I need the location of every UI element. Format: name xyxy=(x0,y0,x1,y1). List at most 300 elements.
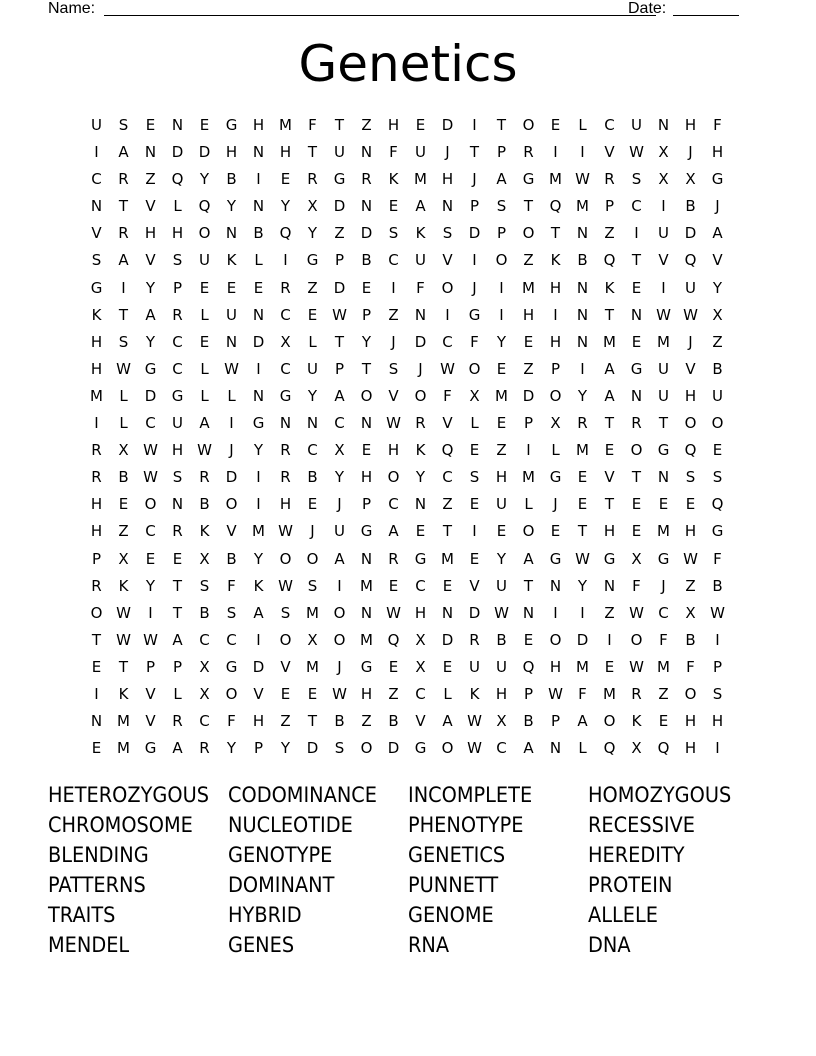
grid-letter: V xyxy=(685,359,696,378)
grid-letter: Z xyxy=(604,224,615,243)
grid-letter: U xyxy=(415,251,426,270)
grid-letter: R xyxy=(91,441,102,460)
grid-letter: Z xyxy=(118,522,129,541)
grid-letter: E xyxy=(550,522,561,541)
grid-letter: R xyxy=(118,224,129,243)
grid-letter: P xyxy=(334,251,345,270)
grid-letter: S xyxy=(172,251,183,270)
grid-letter: V xyxy=(145,197,156,216)
grid-letter: D xyxy=(441,630,454,649)
grid-letter: R xyxy=(118,170,129,189)
grid-letter: U xyxy=(658,386,669,405)
grid-letter: J xyxy=(553,495,558,514)
grid-letter: I xyxy=(715,739,720,758)
grid-letter: H xyxy=(252,712,265,731)
grid-letter: O xyxy=(414,386,427,405)
grid-letter: G xyxy=(468,305,481,324)
grid-letter: B xyxy=(361,251,372,270)
grid-letter: P xyxy=(550,712,561,731)
word-bank-item: CHROMOSOME xyxy=(48,813,193,837)
grid-letter: J xyxy=(229,441,234,460)
grid-letter: E xyxy=(577,495,588,514)
date-blank-line[interactable] xyxy=(673,15,739,16)
grid-letter: I xyxy=(391,278,396,297)
grid-letter: S xyxy=(388,359,399,378)
grid-letter: F xyxy=(443,386,452,405)
grid-letter: T xyxy=(118,197,129,216)
grid-letter: Q xyxy=(522,657,535,676)
grid-letter: E xyxy=(469,549,480,568)
grid-letter: I xyxy=(634,224,639,243)
grid-letter: A xyxy=(145,305,156,324)
grid-letter: P xyxy=(172,657,183,676)
grid-letter: E xyxy=(496,414,507,433)
grid-letter: F xyxy=(713,549,722,568)
grid-letter: D xyxy=(306,739,319,758)
grid-letter: H xyxy=(495,468,508,487)
grid-letter: B xyxy=(307,468,318,487)
grid-letter: Q xyxy=(711,495,724,514)
grid-letter: N xyxy=(360,143,373,162)
word-bank-item: GENES xyxy=(228,933,295,957)
grid-row xyxy=(83,437,731,464)
grid-letter: U xyxy=(685,278,696,297)
grid-letter: V xyxy=(226,522,237,541)
grid-letter: O xyxy=(630,630,643,649)
grid-letter: D xyxy=(225,468,238,487)
grid-letter: A xyxy=(604,359,615,378)
grid-letter: T xyxy=(118,657,129,676)
grid-letter: P xyxy=(523,684,534,703)
grid-letter: R xyxy=(91,576,102,595)
grid-letter: O xyxy=(684,684,697,703)
grid-row xyxy=(83,681,731,708)
grid-row xyxy=(83,735,731,762)
grid-letter: Q xyxy=(198,197,211,216)
grid-letter: O xyxy=(144,495,157,514)
grid-letter: M xyxy=(306,603,319,622)
grid-letter: H xyxy=(360,684,373,703)
grid-letter: G xyxy=(90,278,103,297)
grid-letter: Z xyxy=(361,116,372,134)
grid-letter: U xyxy=(172,414,183,433)
grid-letter: N xyxy=(252,305,265,324)
grid-letter: X xyxy=(280,332,291,351)
grid-letter: N xyxy=(441,603,454,622)
word-bank-item: HETEROZYGOUS xyxy=(48,783,209,807)
grid-letter: J xyxy=(391,332,396,351)
grid-letter: Y xyxy=(496,549,507,568)
grid-letter: D xyxy=(522,386,535,405)
grid-letter: E xyxy=(91,739,102,758)
grid-letter: Z xyxy=(442,495,453,514)
grid-letter: I xyxy=(283,251,288,270)
grid-letter: Y xyxy=(145,332,156,351)
grid-letter: U xyxy=(334,522,345,541)
grid-letter: S xyxy=(442,224,453,243)
grid-letter: W xyxy=(575,549,590,568)
grid-letter: X xyxy=(415,630,426,649)
grid-letter: S xyxy=(118,332,129,351)
grid-letter: D xyxy=(333,278,346,297)
grid-letter: E xyxy=(496,359,507,378)
grid-letter: I xyxy=(445,305,450,324)
grid-letter: E xyxy=(280,170,291,189)
grid-letter: R xyxy=(199,468,210,487)
grid-letter: Y xyxy=(280,739,291,758)
grid-row xyxy=(83,247,731,274)
grid-letter: W xyxy=(116,359,131,378)
grid-letter: M xyxy=(576,657,589,676)
grid-letter: E xyxy=(415,116,426,134)
grid-letter: Z xyxy=(496,441,507,460)
grid-letter: A xyxy=(523,549,534,568)
grid-letter: S xyxy=(280,603,291,622)
grid-letter: E xyxy=(712,441,723,460)
grid-letter: V xyxy=(280,657,291,676)
word-bank-item: MENDEL xyxy=(48,933,130,957)
grid-letter: X xyxy=(496,712,507,731)
grid-letter: Y xyxy=(280,197,291,216)
grid-letter: M xyxy=(252,522,265,541)
grid-letter: M xyxy=(306,657,319,676)
grid-letter: X xyxy=(631,549,642,568)
grid-letter: I xyxy=(553,603,558,622)
grid-letter: R xyxy=(307,170,318,189)
grid-letter: K xyxy=(469,684,480,703)
grid-row xyxy=(83,627,731,654)
grid-letter: M xyxy=(657,657,670,676)
word-bank-item: DOMINANT xyxy=(228,873,335,897)
grid-letter: O xyxy=(225,684,238,703)
grid-letter: A xyxy=(712,224,723,243)
grid-letter: M xyxy=(414,170,427,189)
grid-letter: K xyxy=(199,522,210,541)
grid-letter: T xyxy=(91,630,102,649)
grid-letter: E xyxy=(577,468,588,487)
grid-letter: I xyxy=(472,251,477,270)
grid-letter: G xyxy=(333,170,346,189)
grid-letter: U xyxy=(469,657,480,676)
grid-row xyxy=(83,275,731,302)
grid-letter: E xyxy=(91,657,102,676)
grid-letter: S xyxy=(118,116,129,134)
grid-letter: R xyxy=(172,305,183,324)
grid-letter: H xyxy=(549,278,562,297)
grid-letter: M xyxy=(495,386,508,405)
grid-letter: P xyxy=(361,305,372,324)
grid-letter: B xyxy=(685,197,696,216)
grid-letter: F xyxy=(632,576,641,595)
grid-letter: B xyxy=(523,712,534,731)
grid-letter: H xyxy=(414,603,427,622)
grid-letter: Q xyxy=(657,739,670,758)
grid-letter: V xyxy=(145,684,156,703)
grid-letter: A xyxy=(199,414,210,433)
grid-letter: M xyxy=(576,441,589,460)
grid-letter: R xyxy=(172,712,183,731)
grid-letter: D xyxy=(684,224,697,243)
grid-row xyxy=(83,112,731,139)
grid-letter: W xyxy=(278,576,293,595)
grid-letter: W xyxy=(467,712,482,731)
grid-row xyxy=(83,356,731,383)
grid-letter: O xyxy=(198,224,211,243)
grid-letter: U xyxy=(496,495,507,514)
grid-letter: N xyxy=(306,414,319,433)
grid-letter: C xyxy=(199,712,210,731)
grid-letter: L xyxy=(524,495,533,514)
grid-letter: C xyxy=(388,495,399,514)
grid-letter: P xyxy=(91,549,102,568)
grid-letter: H xyxy=(279,495,292,514)
grid-letter: N xyxy=(549,739,562,758)
grid-letter: R xyxy=(631,414,642,433)
grid-letter: O xyxy=(279,630,292,649)
grid-letter: P xyxy=(172,278,183,297)
grid-letter: O xyxy=(279,549,292,568)
grid-letter: H xyxy=(90,495,103,514)
grid-letter: H xyxy=(90,332,103,351)
grid-letter: I xyxy=(256,495,261,514)
grid-letter: E xyxy=(253,278,264,297)
grid-letter: E xyxy=(442,657,453,676)
grid-letter: X xyxy=(658,143,669,162)
grid-letter: B xyxy=(199,603,210,622)
grid-letter: X xyxy=(550,414,561,433)
grid-letter: R xyxy=(199,739,210,758)
grid-letter: C xyxy=(226,630,237,649)
grid-letter: U xyxy=(658,359,669,378)
grid-letter: X xyxy=(712,305,723,324)
grid-letter: T xyxy=(172,576,183,595)
grid-letter: B xyxy=(496,630,507,649)
word-bank-item: HEREDITY xyxy=(588,843,685,867)
grid-letter: E xyxy=(523,332,534,351)
grid-letter: P xyxy=(145,657,156,676)
grid-letter: S xyxy=(631,170,642,189)
grid-letter: U xyxy=(712,386,723,405)
grid-letter: G xyxy=(225,116,238,134)
grid-letter: E xyxy=(388,576,399,595)
grid-letter: R xyxy=(523,143,534,162)
grid-letter: H xyxy=(684,116,697,134)
grid-letter: N xyxy=(549,576,562,595)
grid-letter: F xyxy=(470,332,479,351)
grid-letter: E xyxy=(469,495,480,514)
grid-letter: I xyxy=(715,630,720,649)
word-bank-item: HOMOZYGOUS xyxy=(588,783,732,807)
grid-letter: T xyxy=(469,143,480,162)
grid-letter: D xyxy=(441,116,454,134)
grid-letter: X xyxy=(118,549,129,568)
grid-letter: J xyxy=(472,278,477,297)
grid-letter: W xyxy=(629,657,644,676)
grid-letter: H xyxy=(360,468,373,487)
grid-letter: I xyxy=(472,522,477,541)
grid-letter: T xyxy=(631,468,642,487)
grid-letter: S xyxy=(199,576,210,595)
grid-letter: L xyxy=(173,197,182,216)
grid-letter: O xyxy=(684,414,697,433)
grid-letter: K xyxy=(631,712,642,731)
grid-letter: C xyxy=(280,359,291,378)
grid-letter: J xyxy=(472,170,477,189)
grid-letter: G xyxy=(252,414,265,433)
grid-letter: Y xyxy=(415,468,426,487)
grid-letter: N xyxy=(252,386,265,405)
grid-letter: A xyxy=(118,251,129,270)
grid-letter: T xyxy=(631,251,642,270)
grid-letter: C xyxy=(631,197,642,216)
grid-letter: Y xyxy=(253,441,264,460)
grid-letter: W xyxy=(629,143,644,162)
grid-letter: Q xyxy=(549,197,562,216)
grid-letter: Q xyxy=(603,739,616,758)
grid-letter: X xyxy=(685,603,696,622)
grid-letter: M xyxy=(603,684,616,703)
grid-letter: M xyxy=(657,332,670,351)
grid-letter: I xyxy=(499,278,504,297)
grid-letter: T xyxy=(172,603,183,622)
grid-letter: B xyxy=(253,224,264,243)
grid-letter: I xyxy=(94,414,99,433)
grid-letter: L xyxy=(578,739,587,758)
grid-letter: B xyxy=(685,630,696,649)
grid-letter: S xyxy=(388,224,399,243)
grid-letter: E xyxy=(388,197,399,216)
grid-letter: E xyxy=(604,441,615,460)
grid-letter: R xyxy=(280,441,291,460)
grid-letter: L xyxy=(200,359,209,378)
grid-letter: Q xyxy=(387,630,400,649)
grid-letter: E xyxy=(199,116,210,134)
grid-letter: R xyxy=(415,414,426,433)
grid-letter: W xyxy=(143,468,158,487)
grid-letter: F xyxy=(659,630,668,649)
grid-letter: O xyxy=(441,739,454,758)
grid-letter: Y xyxy=(199,170,210,189)
grid-letter: V xyxy=(658,251,669,270)
grid-letter: F xyxy=(416,278,425,297)
grid-letter: R xyxy=(388,549,399,568)
grid-letter: U xyxy=(658,224,669,243)
grid-letter: S xyxy=(685,468,696,487)
grid-letter: C xyxy=(658,603,669,622)
grid-letter: Y xyxy=(577,386,588,405)
grid-letter: I xyxy=(337,576,342,595)
grid-letter: W xyxy=(710,603,725,622)
grid-letter: K xyxy=(415,441,426,460)
grid-letter: G xyxy=(360,522,373,541)
grid-letter: E xyxy=(307,684,318,703)
grid-letter: G xyxy=(279,386,292,405)
grid-letter: F xyxy=(227,712,236,731)
grid-letter: C xyxy=(334,414,345,433)
grid-letter: F xyxy=(227,576,236,595)
grid-letter: E xyxy=(469,441,480,460)
grid-letter: Z xyxy=(280,712,291,731)
grid-letter: L xyxy=(254,251,263,270)
grid-letter: H xyxy=(90,522,103,541)
grid-letter: O xyxy=(468,359,481,378)
grid-letter: S xyxy=(226,603,237,622)
grid-letter: W xyxy=(278,522,293,541)
grid-letter: S xyxy=(496,197,507,216)
grid-letter: Z xyxy=(361,712,372,731)
grid-row xyxy=(83,329,731,356)
grid-letter: V xyxy=(442,251,453,270)
word-bank-item: HYBRID xyxy=(228,903,302,927)
grid-letter: M xyxy=(549,170,562,189)
grid-letter: Z xyxy=(388,684,399,703)
word-bank-item: PUNNETT xyxy=(408,873,499,897)
grid-letter: B xyxy=(577,251,588,270)
grid-letter: K xyxy=(253,576,264,595)
grid-letter: K xyxy=(415,224,426,243)
grid-letter: M xyxy=(117,712,130,731)
grid-letter: G xyxy=(657,441,670,460)
grid-row xyxy=(83,464,731,491)
grid-letter: K xyxy=(604,278,615,297)
grid-letter: W xyxy=(575,170,590,189)
grid-letter: Q xyxy=(684,251,697,270)
grid-letter: S xyxy=(172,468,183,487)
grid-letter: N xyxy=(171,495,184,514)
grid-letter: L xyxy=(119,386,128,405)
grid-letter: E xyxy=(631,278,642,297)
grid-letter: E xyxy=(199,278,210,297)
name-blank-line[interactable] xyxy=(104,15,656,16)
grid-letter: H xyxy=(90,359,103,378)
grid-letter: N xyxy=(576,278,589,297)
grid-letter: X xyxy=(469,386,480,405)
grid-letter: D xyxy=(414,332,427,351)
grid-letter: N xyxy=(603,576,616,595)
grid-letter: C xyxy=(442,332,453,351)
grid-letter: P xyxy=(712,657,723,676)
grid-letter: W xyxy=(143,441,158,460)
grid-letter: O xyxy=(522,116,535,134)
grid-letter: U xyxy=(307,359,318,378)
grid-letter: W xyxy=(386,414,401,433)
grid-letter: Z xyxy=(523,359,534,378)
grid-letter: E xyxy=(415,522,426,541)
grid-letter: D xyxy=(468,224,481,243)
grid-row xyxy=(83,654,731,681)
grid-letter: W xyxy=(683,549,698,568)
grid-letter: Z xyxy=(523,251,534,270)
grid-letter: B xyxy=(199,495,210,514)
grid-letter: N xyxy=(225,332,238,351)
grid-letter: A xyxy=(388,522,399,541)
grid-letter: P xyxy=(334,359,345,378)
grid-letter: I xyxy=(121,278,126,297)
grid-letter: X xyxy=(334,441,345,460)
grid-row xyxy=(83,600,731,627)
grid-letter: H xyxy=(441,170,454,189)
grid-letter: L xyxy=(443,684,452,703)
word-bank xyxy=(48,780,768,960)
grid-letter: F xyxy=(308,116,317,134)
grid-letter: E xyxy=(172,549,183,568)
grid-letter: G xyxy=(630,359,643,378)
grid-row xyxy=(83,518,731,545)
grid-letter: I xyxy=(607,630,612,649)
grid-letter: W xyxy=(386,603,401,622)
grid-letter: A xyxy=(577,712,588,731)
grid-letter: J xyxy=(337,657,342,676)
